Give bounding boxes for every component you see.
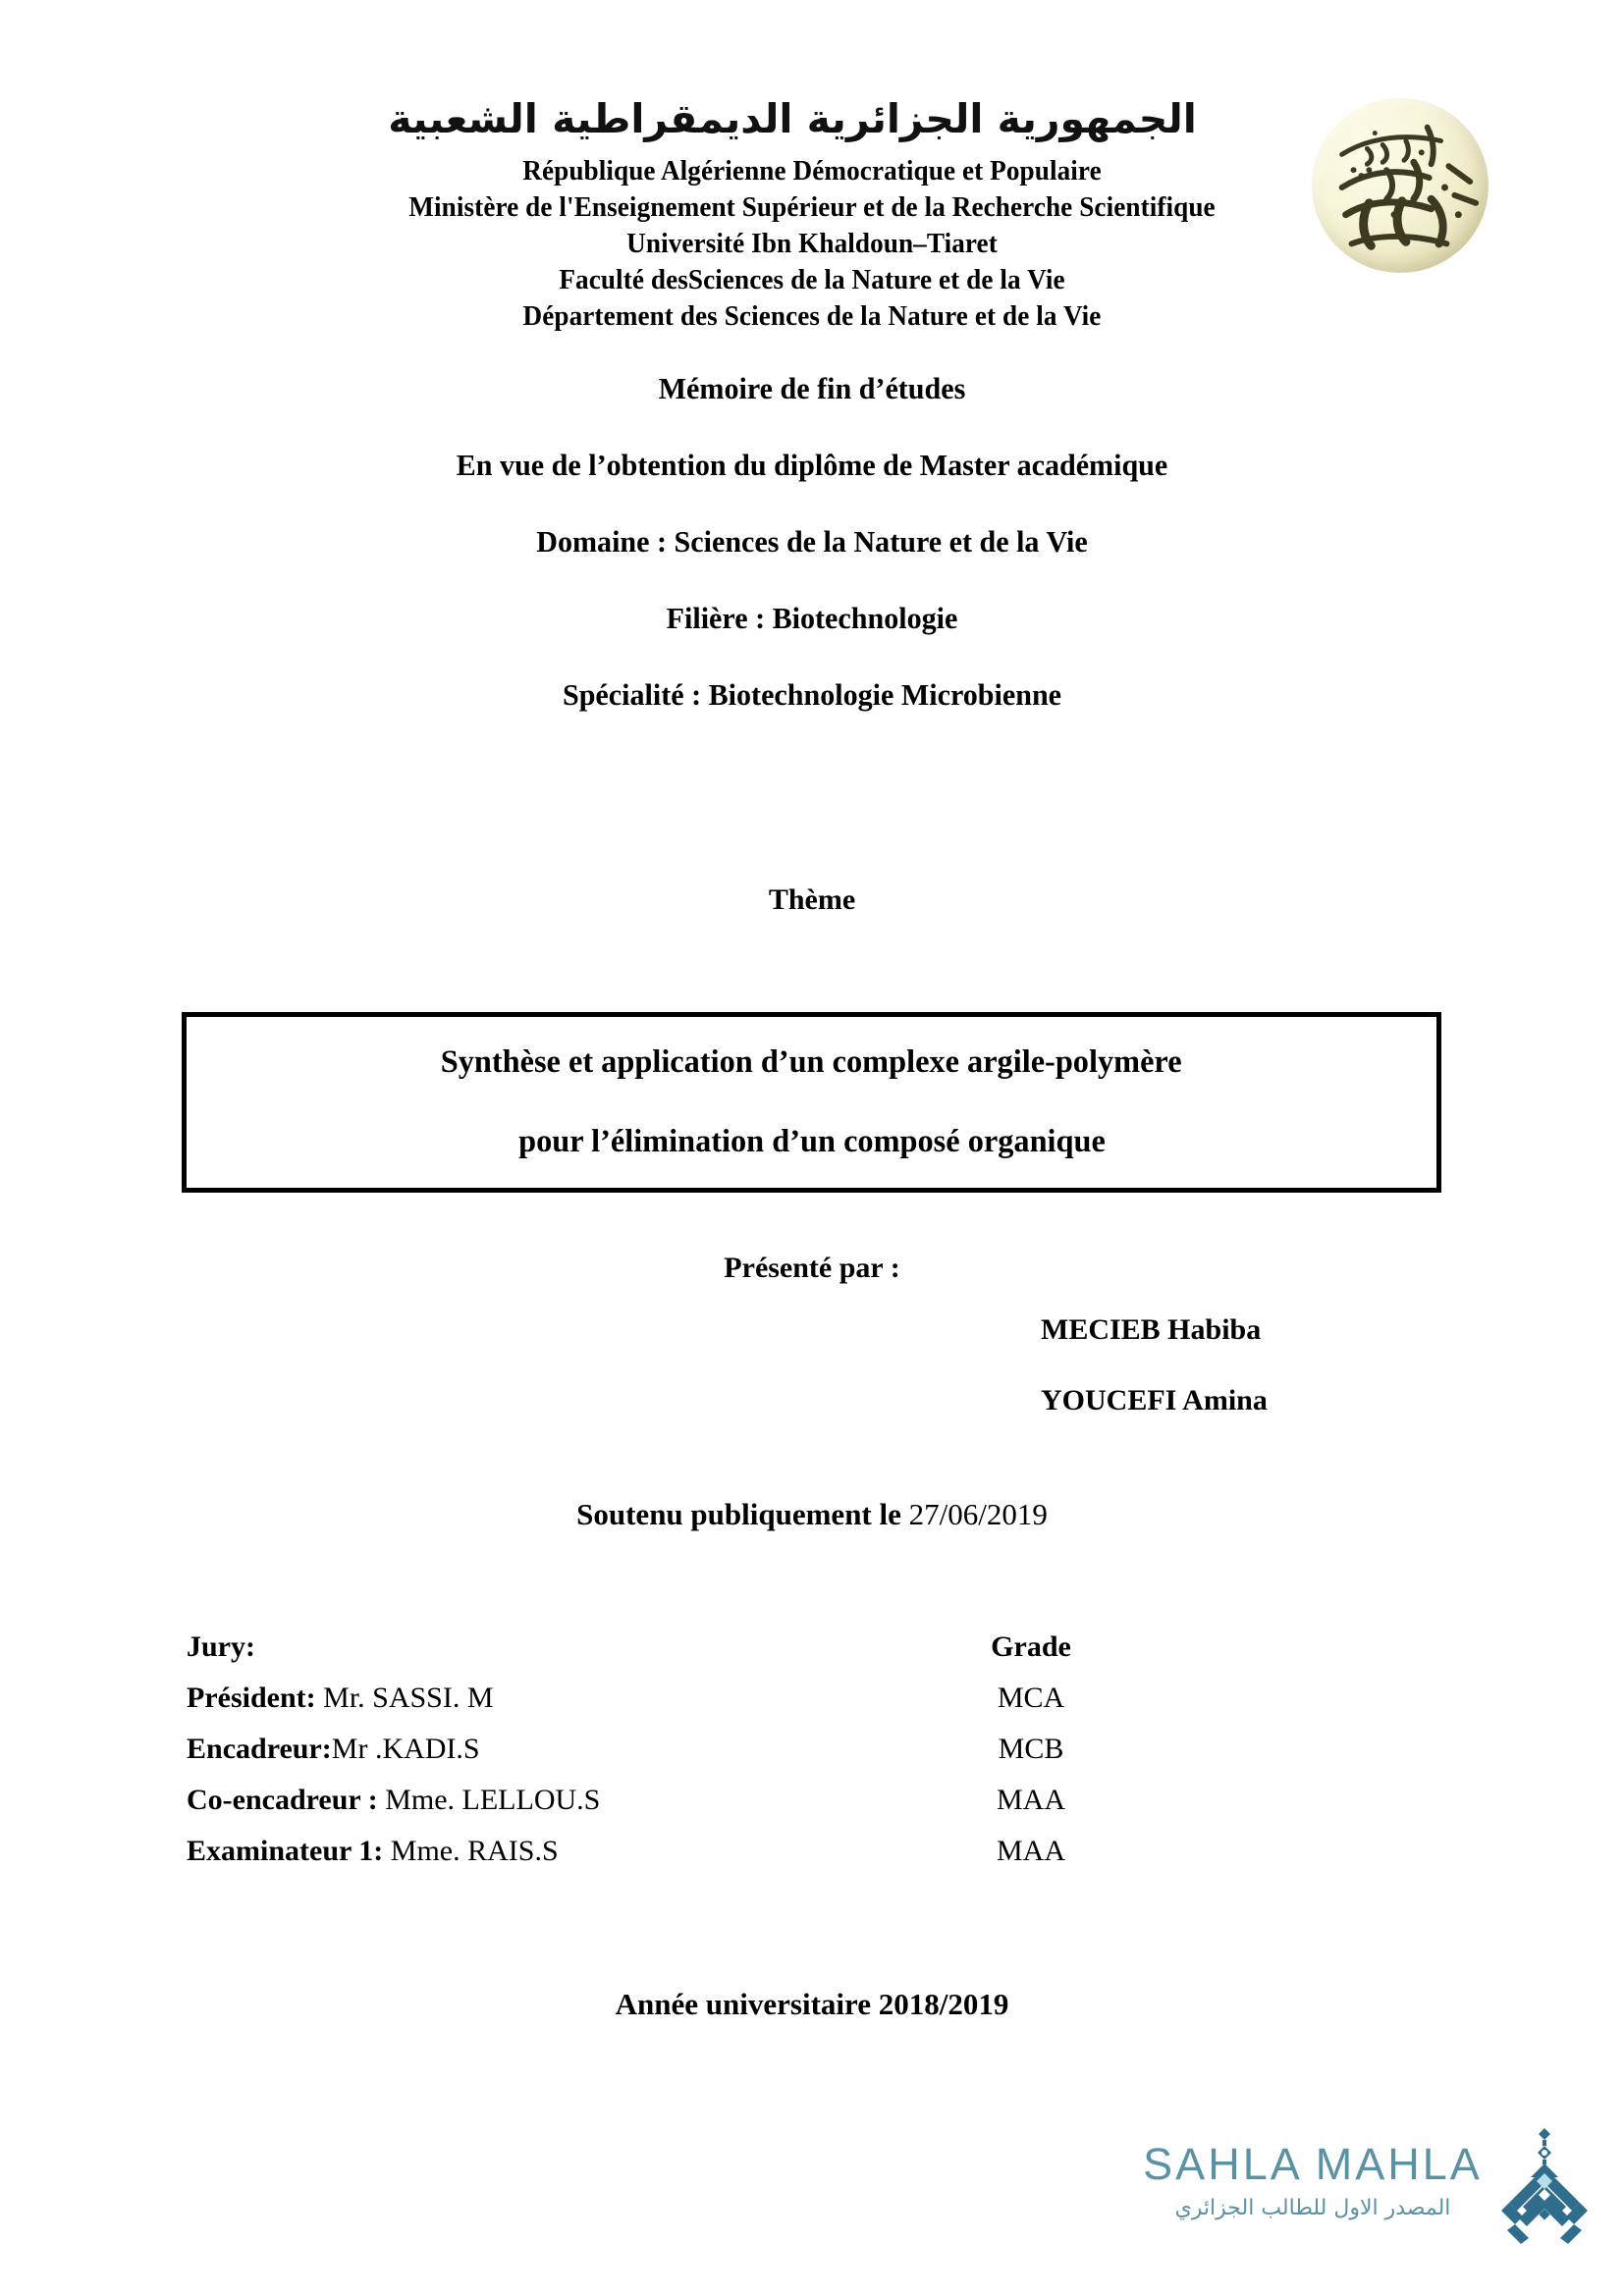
jury-row-co-encadreur <box>187 1786 1267 1837</box>
sahla-mahla-watermark <box>1121 2139 1612 2260</box>
degree-line-filiere: Filière : Biotechnologie <box>666 601 958 635</box>
jury-member-name: Mme. RAIS.S <box>390 1835 559 1867</box>
watermark-arabic-subtitle: المصدر الاول للطالب الجزائري <box>1174 2196 1451 2220</box>
jury-role-label: Co-encadreur : <box>187 1784 378 1816</box>
defense-label: Soutenu publiquement le <box>576 1497 901 1531</box>
amazigh-diamond-emblem-icon <box>1489 2128 1599 2244</box>
author-name-2: YOUCEFI Amina <box>1041 1384 1268 1416</box>
jury-role-cell <box>187 1735 933 1764</box>
jury-role-label: Examinateur 1: <box>187 1835 384 1867</box>
theme-label: Thème <box>768 883 856 916</box>
jury-role-cell <box>187 1683 933 1713</box>
jury-header-grade: Grade <box>991 1630 1071 1663</box>
jury-role-cell <box>187 1837 933 1866</box>
watermark-text-block <box>1121 2139 1504 2220</box>
degree-information <box>0 373 1624 756</box>
jury-role-cell <box>187 1786 933 1815</box>
jury-row-president <box>187 1683 1267 1735</box>
jury-member-name: Mr .KADI.S <box>331 1733 480 1765</box>
jury-role-label: Président: <box>187 1682 316 1714</box>
jury-member-name: Mme. LELLOU.S <box>385 1784 601 1816</box>
jury-header-label: Jury: <box>187 1630 255 1663</box>
header-line-ministere: Ministère de l'Enseignement Supérieur et de la Recherche Scientifique <box>408 192 1216 224</box>
header-line-universite: Université Ibn Khaldoun–Tiaret <box>626 229 998 260</box>
degree-line-memoire: Mémoire de fin d’études <box>658 371 966 405</box>
jury-grade-cell: MCB <box>998 1733 1064 1765</box>
jury-grade-cell: MAA <box>996 1835 1065 1867</box>
jury-role-label: Encadreur: <box>187 1733 332 1765</box>
defense-date-line <box>0 1497 1624 1532</box>
thesis-title-line-2: pour l’élimination d’un composé organique <box>517 1124 1106 1159</box>
thesis-title-line-1: Synthèse et application d’un complexe argile-polymère <box>441 1044 1182 1080</box>
degree-line-specialite: Spécialité : Biotechnologie Microbienne <box>562 677 1062 712</box>
university-seal-icon <box>1312 98 1489 273</box>
jury-member-name: Mr. SASSI. M <box>323 1682 494 1714</box>
author-name-1: MECIEB Habiba <box>1041 1313 1262 1346</box>
jury-row-examinateur-1 <box>187 1837 1267 1888</box>
jury-grade-cell: MCA <box>997 1682 1065 1714</box>
header-line-faculte: Faculté desSciences de la Nature et de la Vie <box>559 265 1065 296</box>
presented-by-label: Présenté par : <box>724 1252 900 1284</box>
header-line-departement: Département des Sciences de la Nature et de la Vie <box>522 301 1102 333</box>
degree-line-diplome: En vue de l’obtention du diplôme de Master académique <box>456 448 1168 482</box>
jury-row-encadreur <box>187 1735 1267 1786</box>
jury-table-header <box>187 1632 1267 1683</box>
jury-grade-cell: MAA <box>996 1784 1065 1816</box>
degree-line-domaine: Domaine : Sciences de la Nature et de la Vie <box>536 524 1088 559</box>
defense-date: 27/06/2019 <box>908 1497 1048 1531</box>
header-line-republique: République Algérienne Démocratique et Populaire <box>522 156 1102 187</box>
academic-year: Année universitaire 2018/2019 <box>615 1987 1009 2021</box>
arabic-republic-title: الجمهورية الجزائرية الديمقراطية الشعبية <box>388 95 1197 142</box>
jury-table <box>187 1632 1267 1888</box>
author-list <box>1041 1315 1453 1457</box>
thesis-title-box <box>182 1012 1441 1193</box>
watermark-brand-name: SAHLA MAHLA <box>1143 2139 1483 2189</box>
